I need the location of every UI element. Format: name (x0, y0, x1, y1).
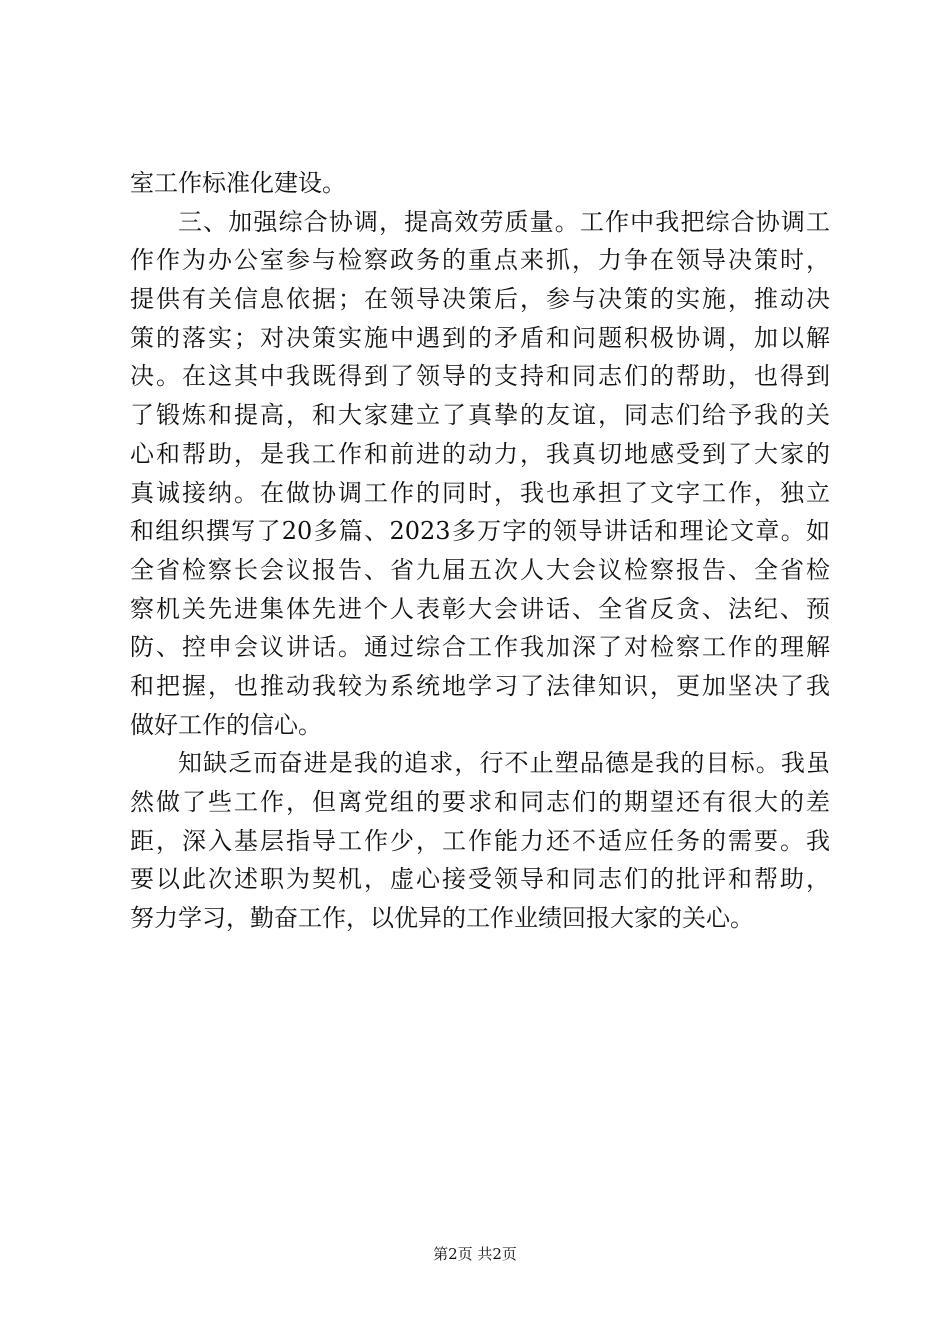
body-text (130, 164, 830, 938)
text-line: 全省检察长会议报告、省九届五次人大会议检察报告、全省检 (130, 555, 830, 584)
text-line: 知缺乏而奋进是我的追求，行不止塑品德是我的目标。我虽 (178, 749, 830, 778)
text-line: 防、控申会议讲话。通过综合工作我加深了对检察工作的理解 (130, 633, 830, 662)
text-line: 室工作标准化建设。 (130, 169, 346, 197)
page-number-footer: 第2页 共2页 (433, 1245, 517, 1263)
text-line: 然做了些工作，但离党组的要求和同志们的期望还有很大的差 (130, 788, 830, 816)
text-line: 三、加强综合协调，提高效劳质量。工作中我把综合协调工 (178, 207, 830, 236)
text-line: 和组织撰写了20多篇、2023多万字的领导讲话和理论文章。如 (130, 517, 830, 546)
text-line: 心和帮助，是我工作和前进的动力，我真切地感受到了大家的 (130, 439, 830, 468)
text-line: 提供有关信息依据；在领导决策后，参与决策的实施，推动决 (130, 285, 830, 314)
text-line: 作作为办公室参与检察政务的重点来抓，力争在领导决策时， (130, 246, 830, 275)
text-line: 真诚接纳。在做协调工作的同时，我也承担了文字工作，独立 (130, 478, 830, 507)
text-line: 决。在这其中我既得到了领导的支持和同志们的帮助，也得到 (130, 362, 830, 391)
text-line: 策的落实；对决策实施中遇到的矛盾和问题积极协调，加以解 (130, 323, 830, 352)
text-line: 了锻炼和提高，和大家建立了真挚的友谊，同志们给予我的关 (130, 401, 830, 430)
text-line: 做好工作的信心。 (130, 710, 322, 739)
text-line: 距，深入基层指导工作少，工作能力还不适应任务的需要。我 (130, 826, 830, 855)
text-line: 察机关先进集体先进个人表彰大会讲话、全省反贪、法纪、预 (130, 594, 830, 623)
text-line: 要以此次述职为契机，虚心接受领导和同志们的批评和帮助， (130, 865, 830, 894)
text-line: 努力学习，勤奋工作，以优异的工作业绩回报大家的关心。 (130, 904, 754, 933)
text-line: 和把握，也推动我较为系统地学习了法律知识，更加坚决了我 (130, 671, 830, 700)
